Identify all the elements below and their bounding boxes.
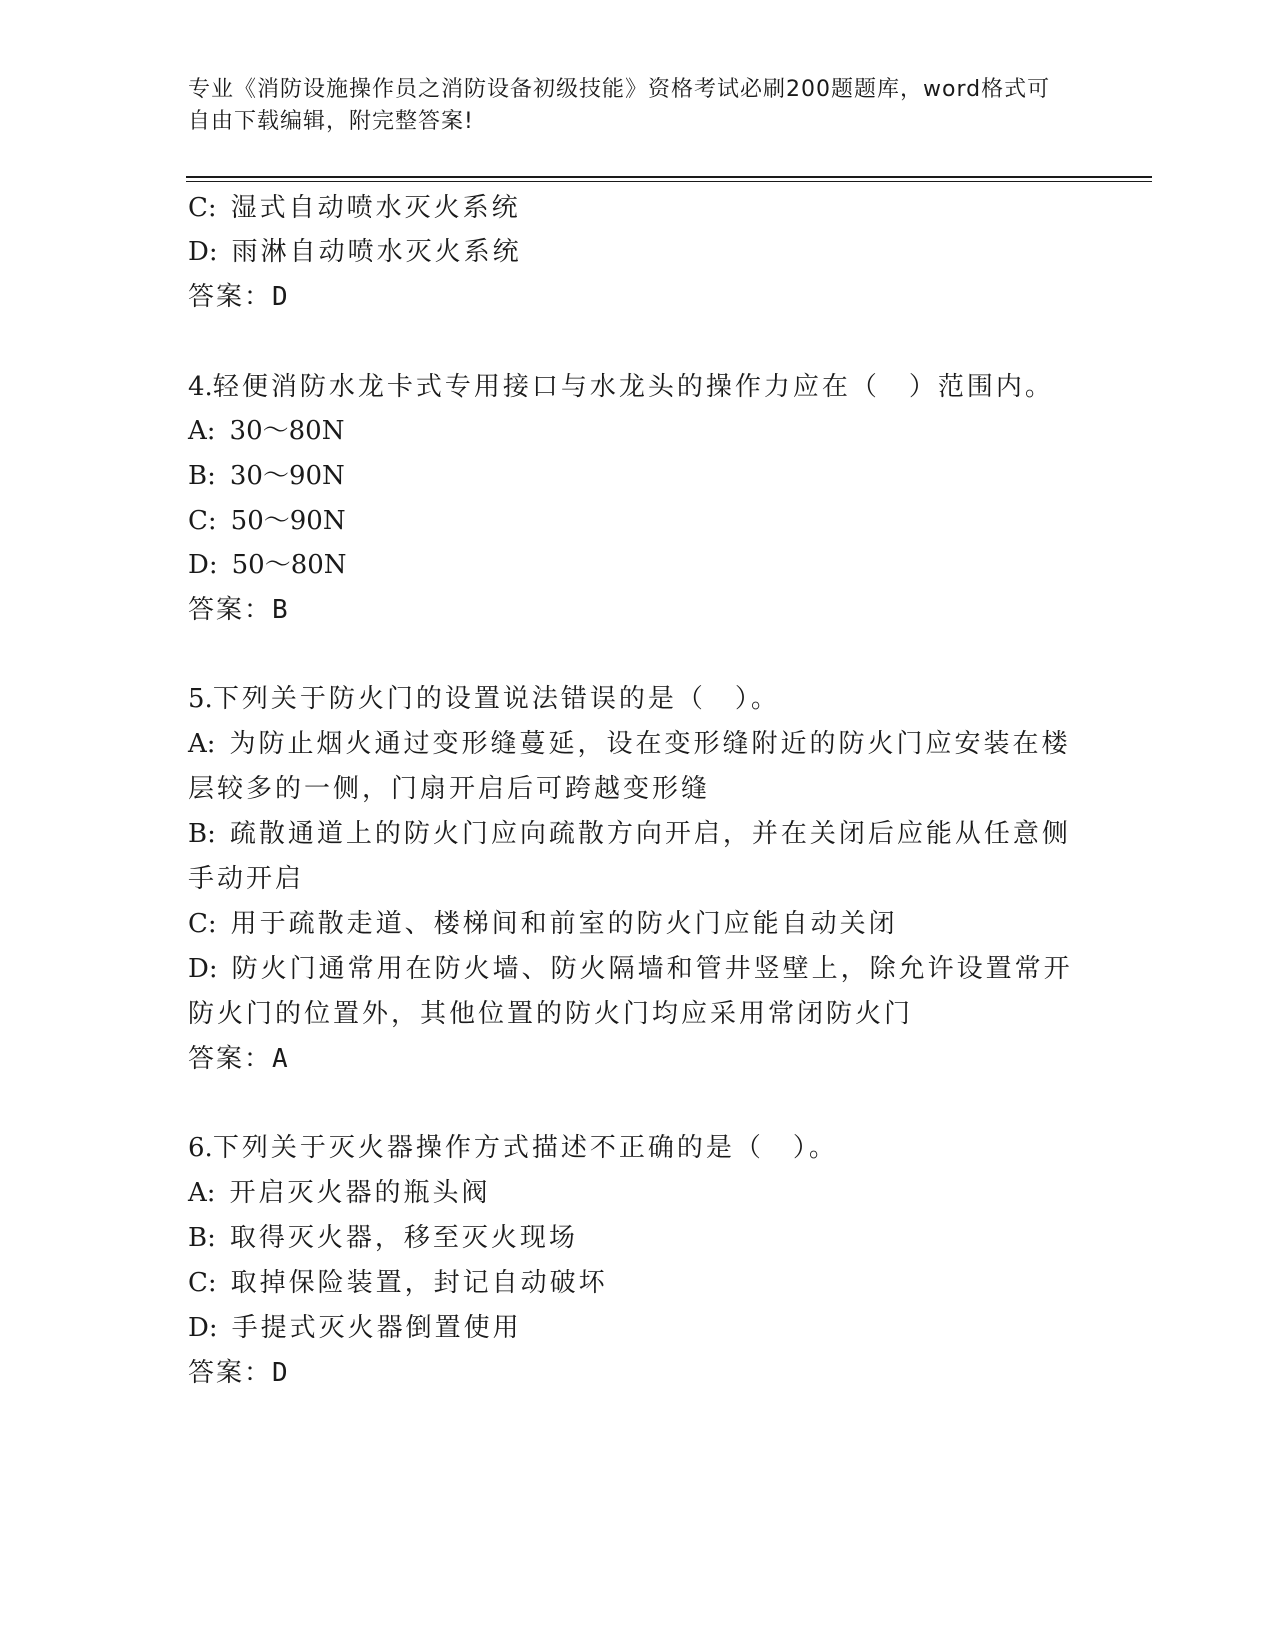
q4-option-d bbox=[188, 548, 347, 582]
q5-option-d-cont bbox=[188, 997, 913, 1031]
q5-option-a-cont bbox=[188, 772, 710, 806]
q6-option-b bbox=[188, 1221, 578, 1255]
option-key: A: bbox=[188, 1178, 216, 1208]
option-key: D: bbox=[188, 1313, 218, 1343]
option-text: 用于疏散走道、楼梯间和前室的防火门应能自动关闭 bbox=[230, 909, 898, 939]
q4-stem bbox=[188, 370, 1054, 404]
option-text: 取掉保险装置，封记自动破坏 bbox=[230, 1268, 608, 1298]
q6-option-c bbox=[188, 1266, 608, 1300]
option-key: A: bbox=[188, 416, 216, 446]
header-rule-thin bbox=[186, 181, 1152, 182]
option-text: 50～90N bbox=[230, 506, 346, 536]
answer-label: 答案： bbox=[188, 1358, 273, 1388]
question-number: 5. bbox=[188, 684, 213, 714]
question-text: 下列关于灭火器操作方式描述不正确的是（ ）。 bbox=[212, 1133, 838, 1163]
q6-stem bbox=[188, 1131, 838, 1165]
option-key: D: bbox=[188, 954, 218, 984]
answer-label: 答案： bbox=[188, 1044, 273, 1074]
option-key: B: bbox=[188, 819, 216, 849]
header-rule-thick bbox=[186, 176, 1152, 178]
option-text: 取得灭火器，移至灭火现场 bbox=[229, 1223, 578, 1253]
q5-option-b bbox=[188, 817, 1071, 851]
answer-value: A bbox=[272, 1044, 288, 1074]
q5-option-c bbox=[188, 907, 898, 941]
option-text: 开启灭火器的瓶头阀 bbox=[229, 1178, 491, 1208]
option-text-cont: 层较多的一侧，门扇开启后可跨越变形缝 bbox=[188, 774, 711, 804]
q6-option-d bbox=[188, 1311, 522, 1345]
q4-option-b bbox=[188, 459, 345, 493]
option-key: C: bbox=[188, 1268, 217, 1298]
option-key: B: bbox=[188, 1223, 216, 1253]
q6-answer bbox=[188, 1356, 288, 1390]
answer-label: 答案： bbox=[188, 282, 273, 312]
option-key: B: bbox=[188, 461, 216, 491]
q5-option-b-cont bbox=[188, 862, 304, 896]
option-key: D: bbox=[188, 237, 218, 267]
answer-value: B bbox=[272, 595, 288, 625]
question-text: 轻便消防水龙卡式专用接口与水龙头的操作力应在（ ）范围内。 bbox=[212, 372, 1054, 402]
q4-option-a bbox=[188, 414, 344, 448]
option-text: 雨淋自动喷水灭火系统 bbox=[231, 237, 522, 267]
q4-answer bbox=[188, 593, 288, 627]
option-text: 手提式灭火器倒置使用 bbox=[231, 1313, 522, 1343]
q3-option-d bbox=[188, 235, 522, 269]
q5-option-d bbox=[188, 952, 1073, 986]
document-header: 专业《消防设施操作员之消防设备初级技能》资格考试必刷200题题库，word格式可自由下载编辑，附完整答案! bbox=[188, 77, 1051, 134]
answer-label: 答案： bbox=[188, 595, 273, 625]
option-key: C: bbox=[188, 909, 217, 939]
option-text: 湿式自动喷水灭火系统 bbox=[230, 193, 521, 223]
option-text: 30～90N bbox=[229, 461, 345, 491]
option-text: 疏散通道上的防火门应向疏散方向开启，并在关闭后应能从任意侧 bbox=[229, 819, 1071, 849]
option-text: 50～80N bbox=[231, 550, 347, 580]
option-text: 为防止烟火通过变形缝蔓延，设在变形缝附近的防火门应安装在楼 bbox=[229, 729, 1071, 759]
q3-option-c bbox=[188, 191, 521, 225]
q4-option-c bbox=[188, 504, 346, 538]
question-text: 下列关于防火门的设置说法错误的是（ ）。 bbox=[212, 684, 780, 714]
option-text: 30～80N bbox=[229, 416, 345, 446]
option-text: 防火门通常用在防火墙、防火隔墙和管井竖壁上，除允许设置常开 bbox=[231, 954, 1073, 984]
option-key: C: bbox=[188, 506, 217, 536]
q5-answer bbox=[188, 1042, 288, 1076]
answer-value: D bbox=[272, 1358, 288, 1388]
q5-option-a bbox=[188, 727, 1071, 761]
q5-stem bbox=[188, 682, 780, 716]
question-number: 4. bbox=[188, 372, 213, 402]
option-key: C: bbox=[188, 193, 217, 223]
option-text-cont: 手动开启 bbox=[188, 864, 305, 894]
q3-answer bbox=[188, 280, 288, 314]
question-number: 6. bbox=[188, 1133, 213, 1163]
option-text-cont: 防火门的位置外，其他位置的防火门均应采用常闭防火门 bbox=[188, 999, 914, 1029]
q6-option-a bbox=[188, 1176, 491, 1210]
option-key: A: bbox=[188, 729, 216, 759]
answer-value: D bbox=[272, 282, 288, 312]
option-key: D: bbox=[188, 550, 218, 580]
